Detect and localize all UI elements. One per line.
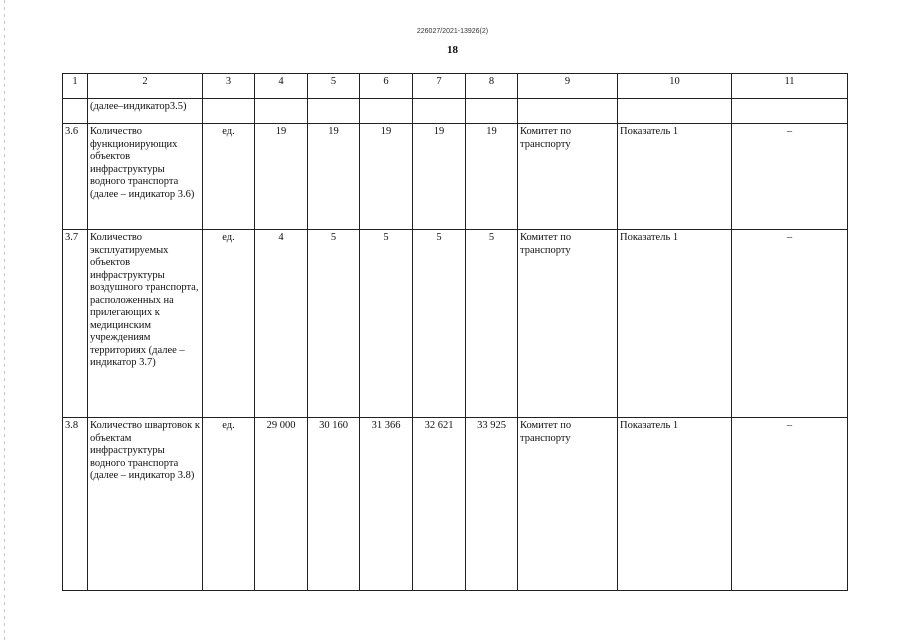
column-number-row (63, 74, 848, 99)
column-number: 10 (618, 74, 732, 99)
column-number: 6 (360, 74, 413, 99)
value-cell: 19 (360, 124, 413, 230)
row-number: 3.8 (63, 418, 88, 591)
column-number: 11 (732, 74, 848, 99)
table-row (63, 418, 848, 591)
column-number: 1 (63, 74, 88, 99)
table-row (63, 124, 848, 230)
value-cell: 5 (360, 230, 413, 418)
value-cell: 33 925 (466, 418, 518, 591)
indicator-name: Количество швартовок к объектам инфраструктуры водного транспорта (далее – индикатор 3.8) (88, 418, 203, 591)
page-number: 18 (447, 44, 458, 56)
column-number: 4 (255, 74, 308, 99)
executor-cell: Комитет по транспорту (518, 418, 618, 591)
row-number: 3.7 (63, 230, 88, 418)
indicator-cell: Показатель 1 (618, 418, 732, 591)
column-number: 7 (413, 74, 466, 99)
column-number: 5 (308, 74, 360, 99)
column-number: 8 (466, 74, 518, 99)
value-cell: 31 366 (360, 418, 413, 591)
indicator-cell: Показатель 1 (618, 124, 732, 230)
value-cell: 19 (466, 124, 518, 230)
value-cell: 5 (308, 230, 360, 418)
value-cell: 30 160 (308, 418, 360, 591)
document-id: 226027/2021-13926(2) (416, 28, 489, 35)
value-cell: 5 (466, 230, 518, 418)
continuation-row (63, 99, 848, 124)
value-cell: 4 (255, 230, 308, 418)
value-cell: 19 (413, 124, 466, 230)
indicator-name: Количество функционирующих объектов инфраструктуры водного транспорта (далее – индикатор 3.6) (88, 124, 203, 230)
value-cell: 19 (255, 124, 308, 230)
column-number: 9 (518, 74, 618, 99)
continuation-text: (далее–индикатор3.5) (88, 99, 203, 124)
indicators-table (62, 73, 848, 591)
indicator-name: Количество эксплуатируемых объектов инфраструктуры воздушного транспорта, расположенных на прилегающих к медицинским учреждениям территориях (далее – индикатор 3.7) (88, 230, 203, 418)
row-number: 3.6 (63, 124, 88, 230)
executor-cell: Комитет по транспорту (518, 124, 618, 230)
unit-cell: ед. (203, 124, 255, 230)
executor-cell: Комитет по транспорту (518, 230, 618, 418)
indicator-cell: Показатель 1 (618, 230, 732, 418)
table-row (63, 230, 848, 418)
value-cell: 19 (308, 124, 360, 230)
unit-cell: ед. (203, 418, 255, 591)
value-cell: 5 (413, 230, 466, 418)
scan-edge (4, 0, 5, 640)
col11-cell: – (732, 230, 848, 418)
column-number: 3 (203, 74, 255, 99)
col11-cell: – (732, 124, 848, 230)
value-cell: 29 000 (255, 418, 308, 591)
unit-cell: ед. (203, 230, 255, 418)
value-cell: 32 621 (413, 418, 466, 591)
column-number: 2 (88, 74, 203, 99)
col11-cell: – (732, 418, 848, 591)
